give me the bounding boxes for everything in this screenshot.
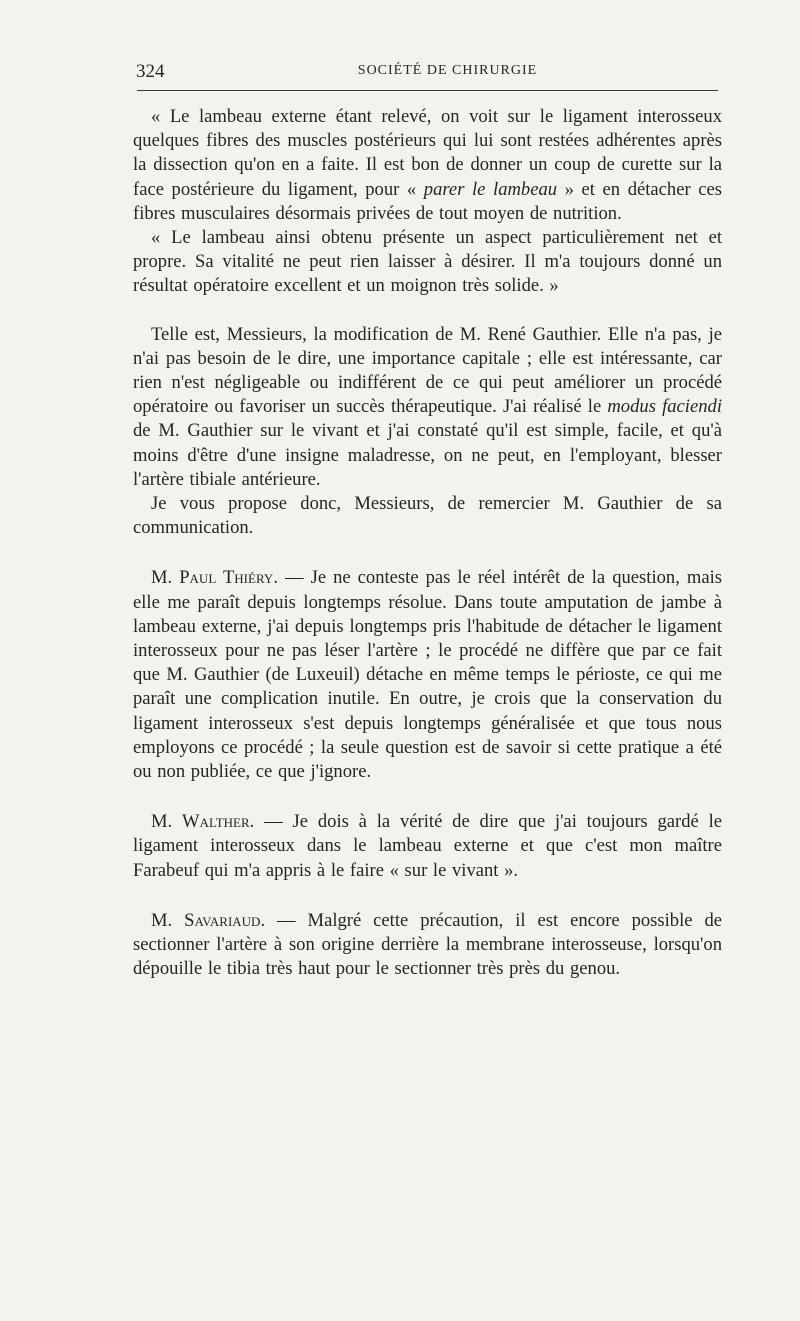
speaker-name: Paul Thiéry: [179, 567, 274, 589]
speaker-name: Walther: [182, 811, 250, 833]
paragraph-spacer: [133, 784, 722, 810]
quote-paragraph-2: « Le lambeau ainsi obtenu présente un aspect particulièrement net et propre. Sa vitalité ne peut rien laisser à désirer. Il m'a toujours donné un résultat opératoire excellent et un moignon très solide. »: [133, 227, 722, 297]
page-number: 324: [136, 61, 165, 82]
emphasis-modus-faciendi: modus faciendi: [607, 396, 722, 418]
paragraph-spacer: [133, 540, 722, 566]
rapporteur-paragraph-2: Je vous propose donc, Messieurs, de remercier M. Gauthier de sa communication.: [133, 493, 722, 539]
discussion-savariaud: M. Savariaud. — Malgré cette précaution, il est encore possible de sectionner l'artère à son origine derrière la membrane interosseuse, lorsqu'on dépouille le tibia très haut pour le sectionner très près du genou.: [133, 909, 722, 980]
running-title: SOCIÉTÉ DE CHIRURGIE: [357, 63, 538, 78]
paragraph-spacer: [133, 299, 722, 323]
running-header: [133, 55, 722, 85]
rapporteur-paragraph-1: Telle est, Messieurs, la modification de M. René Gauthier. Elle n'a pas, je n'ai pas besoin de le dire, une importance capitale ; elle est intéressante, car rien n'est négligeable ou indifférent de ce qui peut améliorer un procédé opératoire ou favoriser un succès thérapeutique. J'ai réalisé le modus faciendi de M. Gauthier sur le vivant et j'ai constaté qu'il est simple, facile, et qu'à moins d'être d'une insigne maladresse, on ne peut, en l'employant, blesser l'artère tibiale antérieure.: [133, 323, 722, 490]
speaker-name: Savariaud: [184, 909, 261, 931]
discussion-thiery: M. Paul Thiéry. — Je ne conteste pas le réel intérêt de la question, mais elle me paraît depuis longtemps résolue. Dans toute amputation de jambe à lambeau externe, j'ai depuis longtemps pris l'habitude de détacher le ligament interosseux pour ne pas léser l'artère ; le procédé ne diffère que par ce fait que M. Gauthier (de Luxeuil) détache en même temps le périoste, ce qui me paraît une complication inutile. En outre, je crois que la conservation du ligament interosseux s'est depuis longtemps généralisée et que tous nous employons ce procédé ; la seule question est de savoir si cette pratique a été ou non publiée, ce que j'ignore.: [133, 567, 722, 783]
discussion-walther: M. Walther. — Je dois à la vérité de dire que j'ai toujours gardé le ligament interosseux dans le lambeau externe et que c'est mon maître Farabeuf qui m'a appris à le faire « sur le vivant ».: [133, 811, 722, 881]
paragraph-spacer: [133, 883, 722, 909]
header-rule: [137, 90, 718, 91]
quote-paragraph-1: « Le lambeau externe étant relevé, on voit sur le ligament interosseux quelques fibres des muscles postérieurs qui lui sont restées adhérentes après la dissection qu'on en a faite. Il est bon de donner un coup de curette sur la face postérieure du ligament, pour « parer le lambeau » et en détacher ces fibres musculaires désormais privées de tout moyen de nutrition.: [133, 106, 722, 224]
emphasis-parer-le-lambeau: parer le lambeau: [423, 178, 558, 200]
